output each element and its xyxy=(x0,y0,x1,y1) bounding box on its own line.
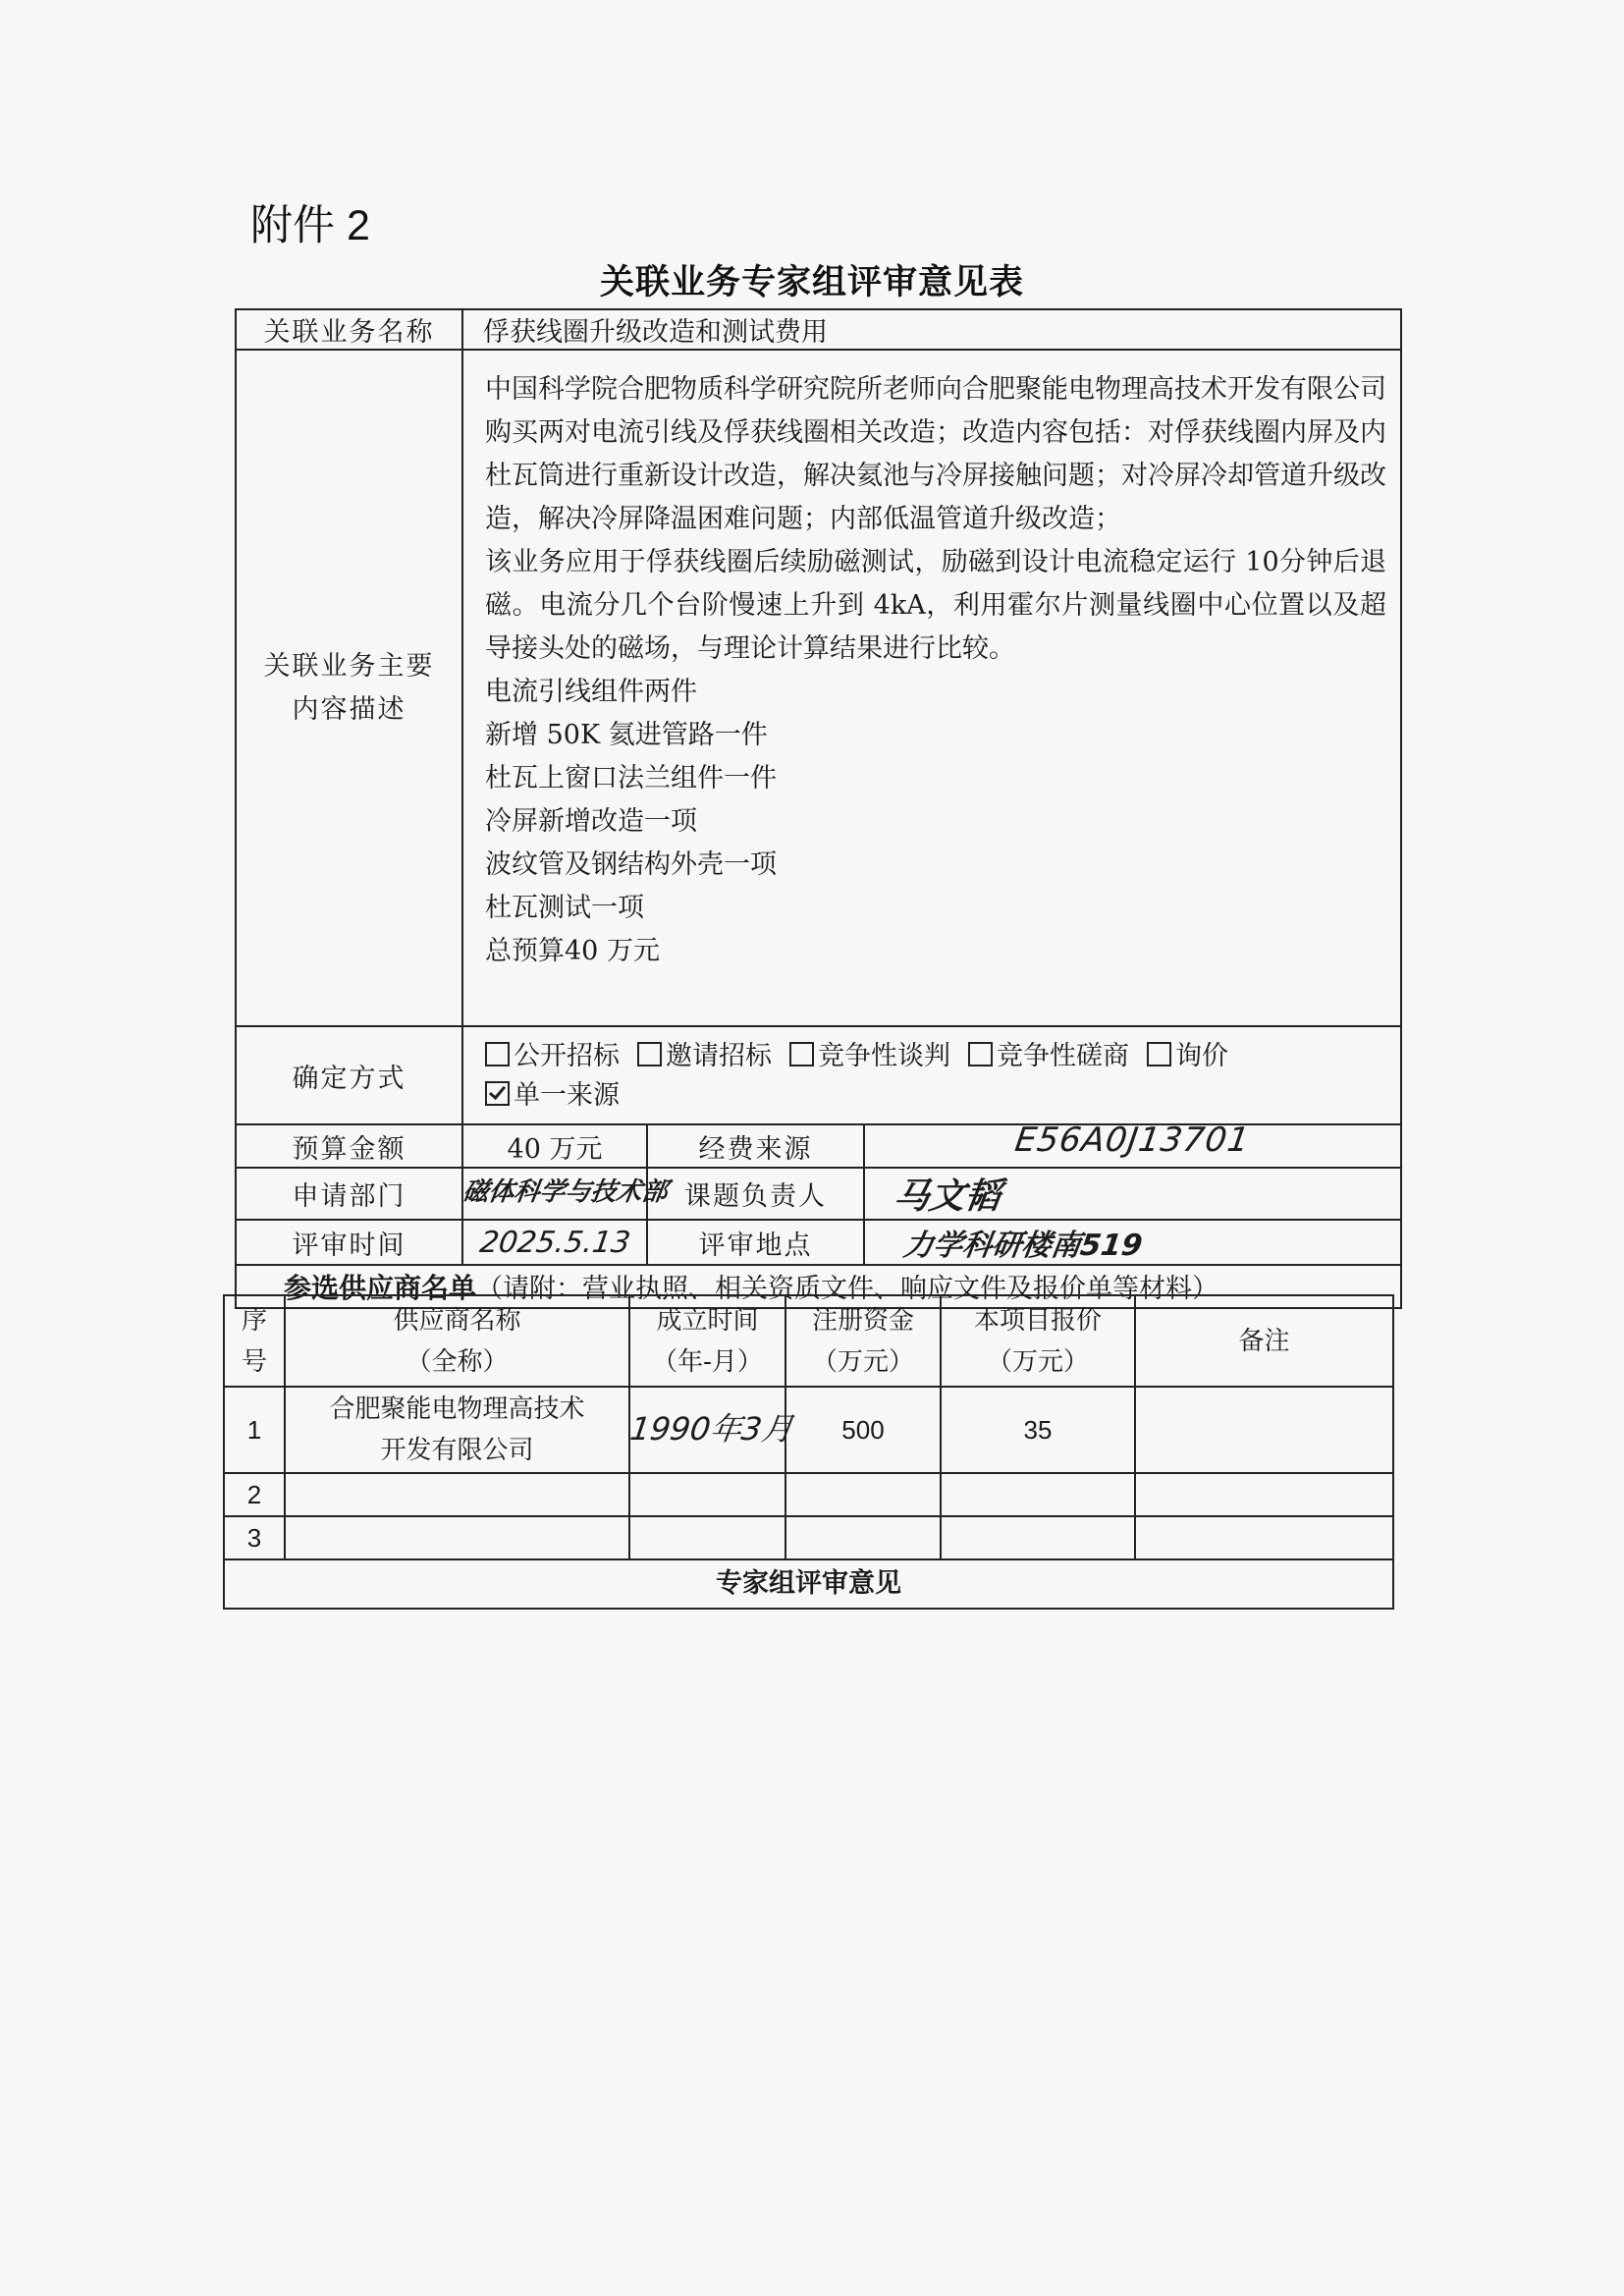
header-established: 成立时间 （年-月） xyxy=(629,1295,785,1387)
review-location-label: 评审地点 xyxy=(647,1220,864,1265)
review-time-value xyxy=(462,1220,647,1265)
vendor-table-header xyxy=(224,1295,1393,1387)
budget-label: 预算金额 xyxy=(236,1124,462,1168)
fund-source-label: 经费来源 xyxy=(647,1124,864,1168)
row-quote: 35 xyxy=(941,1387,1135,1473)
business-name-label: 关联业务名称 xyxy=(236,309,462,350)
description-item: 波纹管及钢结构外壳一项 xyxy=(485,849,777,880)
row-quote xyxy=(941,1473,1135,1516)
description-paragraph: 该业务应用于俘获线圈后续励磁测试，励磁到设计电流稳定运行 10分钟后退磁。电流分几个台阶慢速上升到 4kA，利用霍尔片测量线圈中心位置以及超导接头处的磁场，与理论计算结果进行比较。 xyxy=(485,547,1386,664)
method-options xyxy=(462,1026,1401,1124)
row-seq: 2 xyxy=(224,1473,285,1516)
review-location-value xyxy=(864,1220,1401,1265)
method-option-open-tender[interactable]: 公开招标 xyxy=(485,1037,620,1076)
row-established xyxy=(629,1473,785,1516)
description-label-line1: 关联业务主要 xyxy=(263,650,435,682)
description-item: 新增 50K 氦进管路一件 xyxy=(485,720,768,750)
business-name-value: 俘获线圈升级改造和测试费用 xyxy=(462,309,1401,350)
table-row xyxy=(224,1387,1393,1473)
header-quote: 本项目报价 （万元） xyxy=(941,1295,1135,1387)
form-title: 关联业务专家组评审意见表 xyxy=(599,263,1024,302)
description-item: 冷屏新增改造一项 xyxy=(485,806,697,837)
review-time-handwriting: 2025.5.13 xyxy=(477,1225,632,1260)
department-handwriting: 磁体科学与技术部 xyxy=(460,1177,670,1207)
method-option-invited-tender[interactable]: 邀请招标 xyxy=(637,1037,772,1076)
row-remark xyxy=(1135,1387,1393,1473)
row-quote xyxy=(941,1516,1135,1559)
header-vendor-name: 供应商名称 （全称） xyxy=(285,1295,629,1387)
budget-value: 40 万元 xyxy=(462,1124,647,1168)
method-option-inquiry[interactable]: 询价 xyxy=(1147,1037,1228,1076)
checkbox-icon[interactable] xyxy=(1147,1042,1171,1066)
checkbox-icon[interactable] xyxy=(789,1042,814,1066)
vendors-section-title: 参选供应商名单 xyxy=(284,1272,477,1304)
vendor-table xyxy=(223,1294,1394,1610)
fund-source-value xyxy=(864,1121,1401,1168)
row-capital: 500 xyxy=(785,1387,941,1473)
method-option-single-source[interactable]: 单一来源 xyxy=(485,1076,620,1116)
project-lead-label: 课题负责人 xyxy=(647,1168,864,1220)
row-vendor-name: 合肥聚能电物理高技术 开发有限公司 xyxy=(285,1387,629,1473)
method-option-consultation[interactable]: 竞争性磋商 xyxy=(968,1037,1129,1076)
row-vendor-name xyxy=(285,1473,629,1516)
project-lead-signature: 马文韬 xyxy=(891,1176,1003,1217)
budget-row xyxy=(236,1124,1401,1168)
description-item: 杜瓦测试一项 xyxy=(485,893,644,923)
row-vendor-name xyxy=(285,1516,629,1559)
department-value xyxy=(460,1168,670,1220)
header-capital: 注册资金 （万元） xyxy=(785,1295,941,1387)
header-seq: 序 号 xyxy=(224,1295,285,1387)
row-seq: 1 xyxy=(224,1387,285,1473)
expert-opinion-row xyxy=(224,1559,1393,1609)
row-capital xyxy=(785,1516,941,1559)
vendors-section-note: （请附：营业执照、相关资质文件、响应文件及报价单等材料） xyxy=(476,1274,1219,1304)
department-label: 申请部门 xyxy=(236,1168,462,1220)
row-remark xyxy=(1135,1516,1393,1559)
checkbox-icon[interactable] xyxy=(637,1042,662,1066)
checkbox-checked-icon[interactable] xyxy=(485,1081,510,1106)
attachment-label: 附件 2 xyxy=(250,202,370,249)
description-label-line2: 内容描述 xyxy=(292,693,406,725)
method-option-negotiation[interactable]: 竞争性谈判 xyxy=(789,1037,950,1076)
method-row xyxy=(236,1026,1401,1124)
review-form-table xyxy=(235,308,1402,1309)
method-label: 确定方式 xyxy=(236,1026,462,1124)
description-total: 总预算40 万元 xyxy=(485,936,660,966)
review-location-handwriting: 力学科研楼南519 xyxy=(901,1229,1145,1263)
row-seq: 3 xyxy=(224,1516,285,1559)
description-paragraph: 中国科学院合肥物质科学研究院所老师向合肥聚能电物理高技术开发有限公司购买两对电流引线及俘获线圈相关改造；改造内容包括：对俘获线圈内屏及内杜瓦筒进行重新设计改造，解决氦池与冷屏接触问题；对冷屏冷却管道升级改造，解决冷屏降温困难问题；内部低温管道升级改造； xyxy=(485,374,1386,534)
row-established xyxy=(627,1387,796,1473)
business-name-row xyxy=(236,309,1401,350)
description-content xyxy=(462,350,1401,1026)
row-capital xyxy=(785,1473,941,1516)
description-row xyxy=(236,350,1401,1026)
description-label xyxy=(236,350,462,1026)
description-item: 电流引线组件两件 xyxy=(485,677,697,707)
table-row xyxy=(224,1473,1393,1516)
department-row xyxy=(236,1168,1401,1220)
checkbox-icon[interactable] xyxy=(968,1042,993,1066)
checkbox-icon[interactable] xyxy=(485,1042,510,1066)
table-row xyxy=(224,1516,1393,1559)
review-time-row xyxy=(236,1220,1401,1265)
expert-opinion-label: 专家组评审意见 xyxy=(224,1559,1393,1609)
row-remark xyxy=(1135,1473,1393,1516)
project-lead-value xyxy=(864,1168,1401,1220)
established-handwriting: 1990年3月 xyxy=(627,1409,796,1448)
description-item: 杜瓦上窗口法兰组件一件 xyxy=(485,763,777,793)
review-time-label: 评审时间 xyxy=(236,1220,462,1265)
header-remark: 备注 xyxy=(1135,1295,1393,1387)
row-established xyxy=(629,1516,785,1559)
fund-source-handwriting: E56A0J13701 xyxy=(1012,1121,1253,1160)
